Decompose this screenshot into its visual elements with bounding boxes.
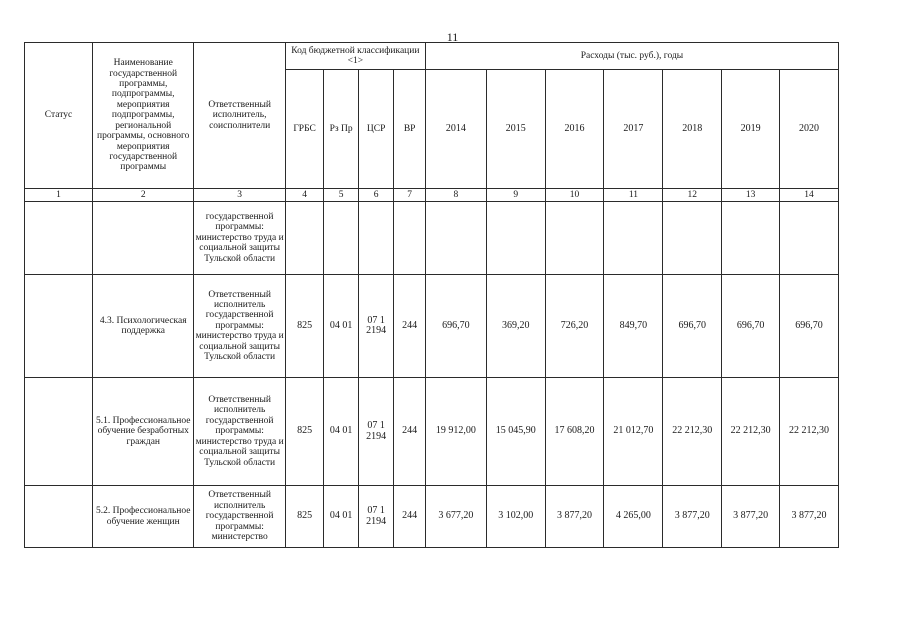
row-value: [780, 202, 839, 275]
column-number: 4: [285, 189, 324, 202]
row-vr: 244: [394, 486, 426, 548]
table-row: [25, 378, 839, 486]
row-value: [425, 202, 486, 275]
table-row: [25, 486, 839, 548]
header-year: 2015: [486, 70, 545, 189]
row-value: 21 012,70: [604, 378, 663, 486]
row-value: 3 877,20: [663, 486, 722, 548]
row-csr: 07 1 2194: [358, 378, 394, 486]
row-value: 19 912,00: [425, 378, 486, 486]
column-number: 2: [92, 189, 193, 202]
row-name: [92, 202, 193, 275]
row-vr: 244: [394, 275, 426, 378]
column-number: 8: [425, 189, 486, 202]
row-value: 369,20: [486, 275, 545, 378]
row-name: 4.3. Психологическая поддержка: [92, 275, 193, 378]
column-number: 10: [545, 189, 604, 202]
column-number: 14: [780, 189, 839, 202]
column-number: 3: [194, 189, 285, 202]
row-executor: Ответственный исполнитель государственной программы: министерство: [194, 486, 285, 548]
row-executor: государственной программы: министерство труда и социальной защиты Тульской области: [194, 202, 285, 275]
header-year: 2020: [780, 70, 839, 189]
header-budget-code: Код бюджетной классификации <1>: [285, 43, 425, 70]
header-code-vr: ВР: [394, 70, 426, 189]
header-year: 2014: [425, 70, 486, 189]
row-grbs: 825: [285, 378, 324, 486]
row-value: 4 265,00: [604, 486, 663, 548]
table-row: [25, 202, 839, 275]
row-value: 22 212,30: [663, 378, 722, 486]
row-status: [25, 486, 93, 548]
column-number: 7: [394, 189, 426, 202]
row-rzpr: 04 01: [324, 378, 359, 486]
table-row: [25, 275, 839, 378]
header-row-top: [25, 43, 839, 70]
row-value: 726,20: [545, 275, 604, 378]
header-year: 2017: [604, 70, 663, 189]
header-year: 2019: [722, 70, 780, 189]
column-number-row: [25, 189, 839, 202]
header-executor: Ответственный исполнитель, соисполнители: [194, 43, 285, 189]
header-year: 2016: [545, 70, 604, 189]
row-csr: 07 1 2194: [358, 275, 394, 378]
header-status: Статус: [25, 43, 93, 189]
row-grbs: [285, 202, 324, 275]
header-expenses: Расходы (тыс. руб.), годы: [425, 43, 838, 70]
row-value: [545, 202, 604, 275]
row-name: 5.2. Профессиональное обучение женщин: [92, 486, 193, 548]
budget-table: [24, 42, 839, 548]
row-value: 696,70: [663, 275, 722, 378]
row-value: 3 877,20: [722, 486, 780, 548]
row-vr: [394, 202, 426, 275]
row-vr: 244: [394, 378, 426, 486]
page-number: 11: [446, 30, 459, 44]
column-number: 12: [663, 189, 722, 202]
column-number: 13: [722, 189, 780, 202]
row-value: 22 212,30: [722, 378, 780, 486]
row-value: [604, 202, 663, 275]
header-code-rzpr: Рз Пр: [324, 70, 359, 189]
row-csr: 07 1 2194: [358, 486, 394, 548]
row-grbs: 825: [285, 486, 324, 548]
row-rzpr: 04 01: [324, 486, 359, 548]
column-number: 11: [604, 189, 663, 202]
column-number: 9: [486, 189, 545, 202]
row-value: 696,70: [780, 275, 839, 378]
row-executor: Ответственный исполнитель государственной программы: министерство труда и социальной защиты Тульской области: [194, 378, 285, 486]
row-value: 696,70: [425, 275, 486, 378]
row-value: 15 045,90: [486, 378, 545, 486]
header-name: Наименование государственной программы, подпрограммы, мероприятия подпрограммы, региональной программы, основного мероприятия государственной программы: [92, 43, 193, 189]
header-code-csr: ЦСР: [358, 70, 394, 189]
column-number: 5: [324, 189, 359, 202]
row-value: 849,70: [604, 275, 663, 378]
row-grbs: 825: [285, 275, 324, 378]
row-name: 5.1. Профессиональное обучение безработных граждан: [92, 378, 193, 486]
row-value: 22 212,30: [780, 378, 839, 486]
row-value: 17 608,20: [545, 378, 604, 486]
row-value: 3 877,20: [545, 486, 604, 548]
row-rzpr: [324, 202, 359, 275]
row-value: [663, 202, 722, 275]
row-value: 696,70: [722, 275, 780, 378]
row-value: 3 677,20: [425, 486, 486, 548]
row-value: 3 877,20: [780, 486, 839, 548]
column-number: 6: [358, 189, 394, 202]
header-code-grbs: ГРБС: [285, 70, 324, 189]
row-value: [486, 202, 545, 275]
header-year: 2018: [663, 70, 722, 189]
row-csr: [358, 202, 394, 275]
column-number: 1: [25, 189, 93, 202]
row-value: 3 102,00: [486, 486, 545, 548]
row-executor: Ответственный исполнитель государственной программы: министерство труда и социальной защиты Тульской области: [194, 275, 285, 378]
row-value: [722, 202, 780, 275]
row-status: [25, 275, 93, 378]
row-status: [25, 202, 93, 275]
row-status: [25, 378, 93, 486]
row-rzpr: 04 01: [324, 275, 359, 378]
